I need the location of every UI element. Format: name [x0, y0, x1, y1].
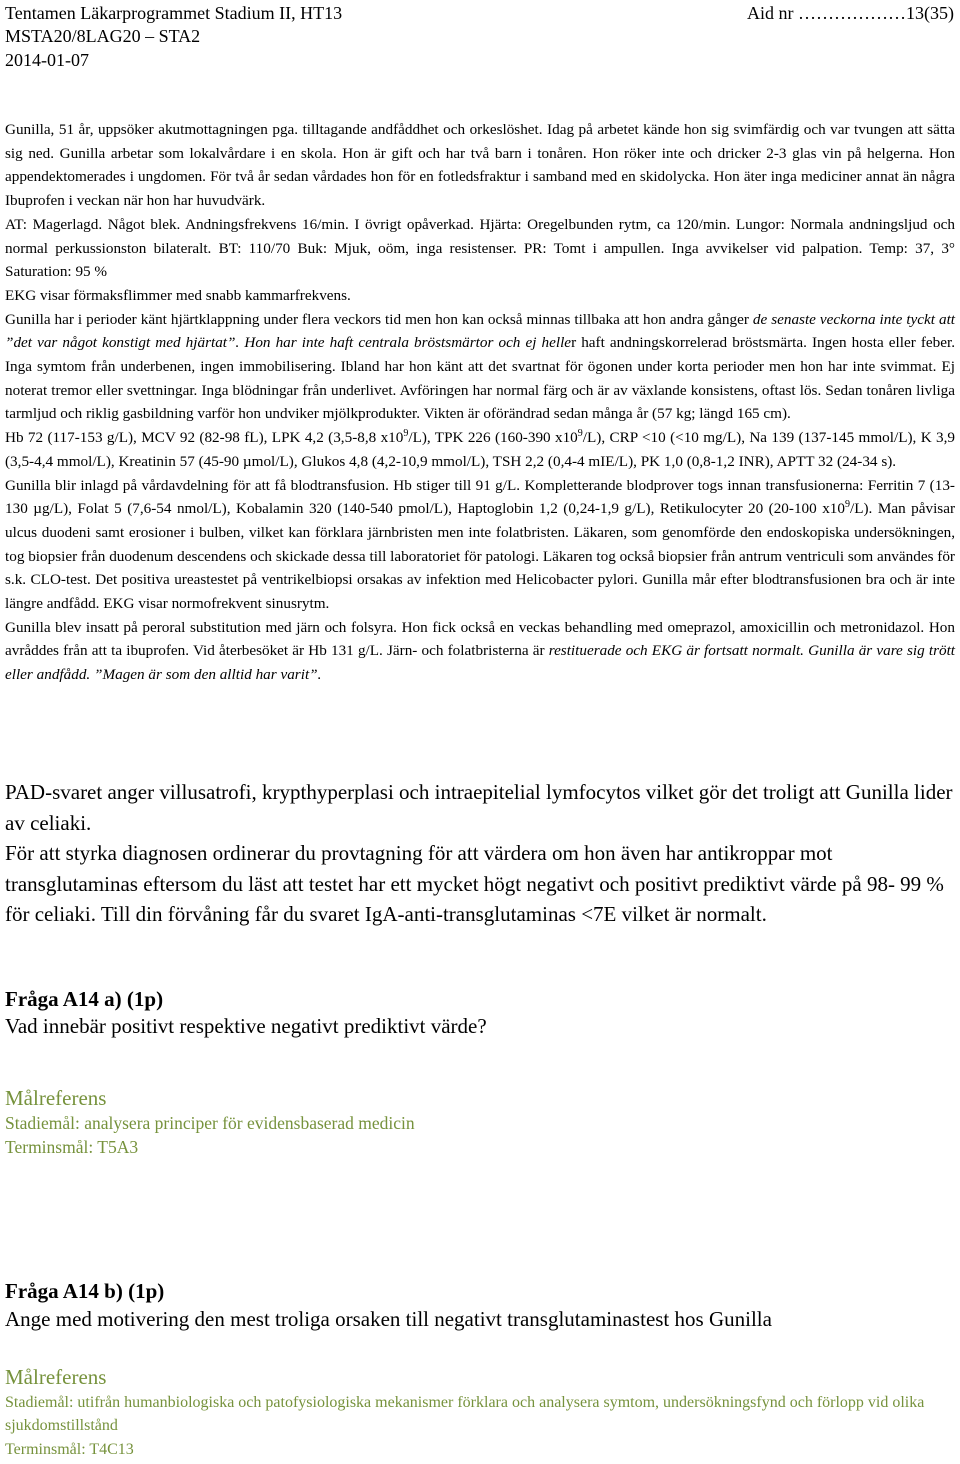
terminsmal: Terminsmål: T5A3 [5, 1137, 139, 1157]
pad-paragraph: PAD-svaret anger villusatrofi, krypthyperplasi och intraepitelial lymfocytos vilket gör det troligt att Gunilla lider av celiaki. [5, 780, 953, 835]
case-text-span: /L), CRP <10 (<10 mg/L), Na 139 (137-145 mmol/L), K 3,9 (3,5-4,4 mmol/L), Kreatinin 57 (45-90 µmol/L), Glukos 4,8 (4,2-10,9 mmol/L), TSH 2,2 (0,4-4 mIE/L), PK 1,0 (0,8-1,2 INR), APTT 32 (24-34 s). [5, 429, 955, 470]
case-paragraph [5, 474, 955, 616]
case-paragraph [5, 308, 955, 427]
stadiemal: Stadiemål: analysera principer för evidensbaserad medicin [5, 1113, 415, 1133]
case-text-span: /L). Man påvisar ulcus duodeni samt erosioner i bulben, vilket kan förklara järnbristen men inte folatbristen. Läkaren, som genomförde den endoskopiska undersökningen, tog biopsier från duodenum descendens och skickade dessa till laboratoriet för patologi. Läkaren tog också biopsier från antrum ventriculi som användes för s.k. CLO-test. Det positiva ureastestet på ventrikelbiopsi orsakas av infektion med Helicobacter pylori. Gunilla mår efter blodtransfusionen bra och är inte längre andfådd. EKG visar normofrekvent sinusrytm. [5, 500, 955, 613]
terminsmal: Terminsmål: T4C13 [5, 1441, 134, 1458]
case-text-span: Gunilla blev insatt på peroral substitution med järn och folsyra. Hon fick också en veckas behandling med omeprazol, amoxicillin och metronidazol. Hon avråddes från att ta ibuprofen. Vid återbesöket är Hb 131 g/L. Järn- och folatbristerna är [5, 618, 955, 660]
case-text [5, 118, 955, 687]
case-paragraph [5, 616, 955, 687]
superscript: 9 [577, 428, 583, 440]
case-text-span: /L), TPK 226 (160-390 x10 [408, 429, 578, 447]
header-date: 2014-01-07 [5, 50, 89, 70]
pad-paragraph: För att styrka diagnosen ordinerar du provtagning för att värdera om hon även har antikroppar mot transglutaminas eftersom du läst att testet har ett mycket högt negativt och positivt prediktivt värde på 98- 99 % för celiaki. Till din förvåning får du svaret IgA-anti-transglutaminas <7E vilket är normalt. [5, 841, 944, 926]
question-b-text: Ange med motivering den mest troliga orsaken till negativt transglutaminastest hos Gunilla [5, 1307, 772, 1331]
header-course: Tentamen Läkarprogrammet Stadium II, HT13 [5, 3, 343, 23]
header-aid: Aid nr ………………13(35) [747, 3, 954, 23]
stadiemal: Stadiemål: utifrån humanbiologiska och patofysiologiska mekanismer förklara och analysera symtom, undersökningsfynd och förlopp vid olika sjukdomstillstånd [5, 1394, 925, 1434]
case-italic-span: de senaste veckorna inte tyckt att ”det var något konstigt med hjärtat”. Hon har inte haft centrala bröstsmärtor och ej helle [5, 310, 956, 352]
question-a-title: Fråga A14 a) (1p) [5, 987, 164, 1011]
superscript: 9 [403, 428, 409, 440]
goal-reference-title: Målreferens [5, 1365, 107, 1389]
case-text-span: Gunilla blir inlagd på vårdavdelning för att få blodtransfusion. Hb stiger till 91 g/L. Kompletterande blodprover togs innan transfusionerna: Ferritin 7 (13-130 µg/L), Folat 5 (7,6-54 nmol/L), Kobalamin 320 (140-540 pmol/L), Haptoglobin 1,2 (0,24-1,9 g/L), Retikulocyter 20 (20-100 x10 [5, 476, 955, 518]
case-paragraph: AT: Magerlagd. Något blek. Andningsfrekvens 16/min. I övrigt opåverkad. Hjärta: Oregelbunden rytm, ca 120/min. Lungor: Normala andningsljud och normal perkussionston bilateralt. BT: 110/70 Buk: Mjuk, oöm, inga resistenser. PR: Tomt i ampullen. Inga avvikelser vid palpation. Temp: 37, 3° Saturation: 95 % [5, 215, 955, 281]
superscript: 9 [845, 499, 850, 511]
goal-reference-title: Målreferens [5, 1086, 107, 1110]
case-paragraph: EKG visar förmaksflimmer med snabb kammarfrekvens. [5, 286, 351, 304]
case-lab-values [5, 426, 955, 473]
question-a-text: Vad innebär positivt respektive negativt prediktivt värde? [5, 1014, 487, 1038]
question-b-title: Fråga A14 b) (1p) [5, 1279, 165, 1303]
case-text-span: Gunilla har i perioder känt hjärtklappning under flera veckors tid men hon kan också minnas tillbaka att hon andra gånger [5, 310, 753, 328]
case-text-span: r haft andningskorrelerad bröstsmärta. Ingen hosta eller feber. Inga symtom från underbenen, ingen immobilisering. Ibland har hon känt att det svartnat för ögonen under korta perioder men hon har inte svimmat. Ej noterat tremor eller svettningar. Inga blödningar från underlivet. Avföringen har normal färg och är av växlande konsistens, oftast lös. Sedan tonåren livliga tarmljud och riklig gasbildning varför hon undviker mjölkprodukter. Vikten är oförändrad sedan många år (57 kg; längd 165 cm). [5, 334, 955, 423]
case-italic-span: restituerade och EKG är fortsatt normalt. Gunilla är vare sig trött eller andfådd. ”Magen är som den alltid har varit”. [5, 642, 956, 684]
pad-text [5, 777, 955, 930]
header-code: MSTA20/8LAG20 – STA2 [5, 26, 201, 46]
case-paragraph: Gunilla, 51 år, uppsöker akutmottagningen pga. tilltagande andfåddhet och orkeslöshet. Idag på arbetet kände hon sig svimfärdig och var tvungen att sätta sig ned. Gunilla arbetar som lokalvårdare i en skola. Hon är gift och har två barn i tonåren. Hon röker inte och dricker 2-3 glas vin på helgerna. Hon appendektomerades i ungdomen. För två år sedan vårdades hon för en fotledsfraktur i samband med en skidolycka. Hon äter inga mediciner annat än några Ibuprofen i veckan när hon har huvudvärk. [5, 121, 955, 210]
case-text-span: Hb 72 (117-153 g/L), MCV 92 (82-98 fL), LPK 4,2 (3,5-8,8 x10 [5, 429, 404, 447]
